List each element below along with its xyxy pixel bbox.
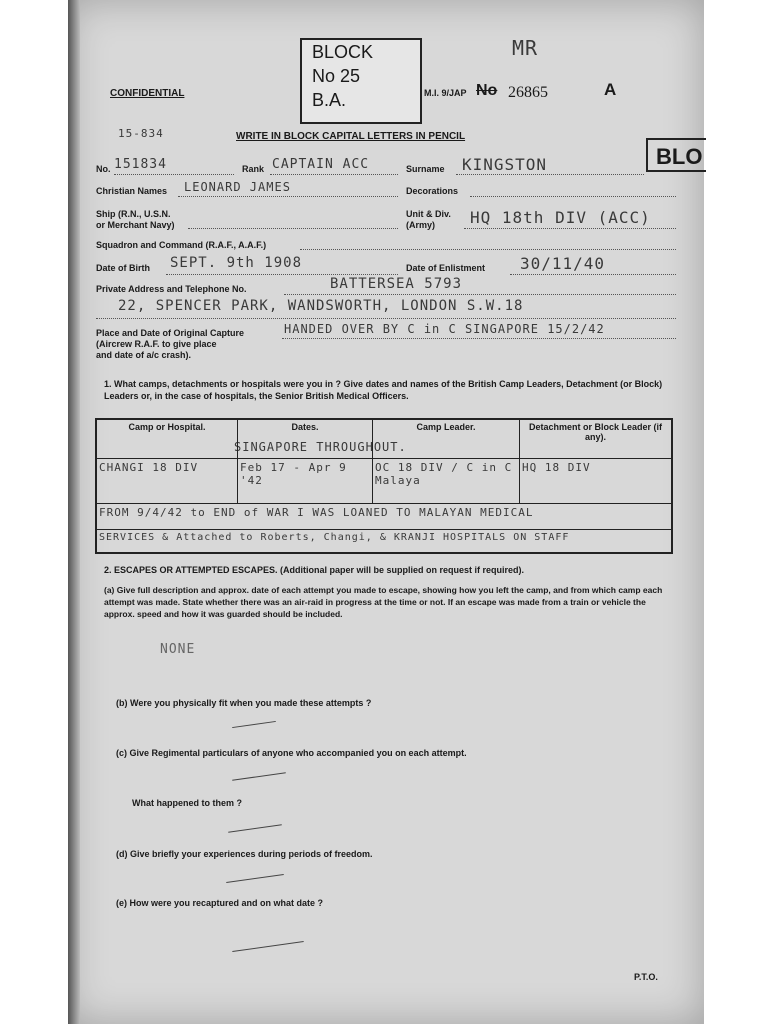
phone-value: BATTERSEA 5793 — [330, 276, 463, 292]
no-value: 151834 — [114, 157, 167, 172]
side-block-box: BLO — [646, 138, 706, 172]
unit-label-1: Unit & Div. — [406, 209, 451, 219]
col-camp-leader: Camp Leader. — [373, 419, 520, 459]
ship-label-1: Ship (R.N., U.S.N. — [96, 209, 171, 219]
suffix-letter: A — [604, 80, 617, 99]
decorations-label: Decorations — [406, 186, 459, 196]
unit-label-2: (Army) — [406, 220, 436, 230]
q2-c: (c) Give Regimental particulars of anyone who accompanied you on each attempt. — [116, 748, 467, 758]
enlist-value: 30/11/40 — [520, 254, 606, 273]
christian-value: LEONARD JAMES — [184, 180, 291, 194]
form-ref: M.I. 9/JAP — [424, 88, 467, 98]
capture-label-1: Place and Date of Original Capture — [96, 328, 245, 338]
capture-label-3: and date of a/c crash). — [96, 350, 192, 360]
table-row: CHANGI 18 DIV Feb 17 - Apr 9 '42 OC 18 DIV / C in C Malaya HQ 18 DIV — [96, 459, 672, 504]
pto-label: P.T.O. — [634, 972, 658, 982]
q2-a-answer: NONE — [160, 642, 196, 657]
instruction: WRITE IN BLOCK CAPITAL LETTERS IN PENCIL — [236, 131, 466, 142]
rank-label: Rank — [242, 164, 265, 174]
number-value: 26865 — [508, 84, 548, 101]
address-label: Private Address and Telephone No. — [96, 284, 247, 294]
surname-value: KINGSTON — [462, 155, 548, 174]
no-label: No. — [96, 164, 111, 174]
address-value: 22, SPENCER PARK, WANDSWORTH, LONDON S.W.18 — [118, 298, 524, 314]
ship-label-2: or Merchant Navy) — [96, 220, 175, 230]
q2-d: (d) Give briefly your experiences during periods of freedom. — [116, 849, 373, 859]
classification: CONFIDENTIAL — [110, 88, 185, 99]
capture-label-2: (Aircrew R.A.F. to give place — [96, 339, 217, 349]
ref-note: 15-834 — [118, 127, 164, 140]
block-line2: No 25 — [312, 66, 361, 86]
block-line3: B.A. — [312, 90, 347, 110]
dob-label: Date of Birth — [96, 263, 150, 273]
initials: MR — [512, 36, 539, 60]
block-line1: BLOCK — [312, 42, 374, 62]
q1-above-header: SINGAPORE THROUGHOUT. — [234, 440, 407, 454]
page-edge-shadow — [68, 0, 80, 1024]
dob-value: SEPT. 9th 1908 — [170, 255, 303, 271]
rank-value: CAPTAIN ACC — [272, 157, 370, 172]
q1-text: 1. What camps, detachments or hospitals were you in ? Give dates and names of the British Camp Leaders, Detachment (or Block) Leaders or, in the case of hospitals, the Senior British Medical Officers. — [104, 379, 663, 401]
col-camp: Camp or Hospital. — [96, 419, 238, 459]
col-dates: Dates. — [238, 419, 373, 459]
table-header-row — [96, 419, 672, 459]
enlist-label: Date of Enlistment — [406, 263, 486, 273]
capture-value: HANDED OVER BY C in C SINGAPORE 15/2/42 — [284, 322, 605, 336]
table-row: FROM 9/4/42 to END of WAR I WAS LOANED TO MALAYAN MEDICAL — [96, 503, 672, 529]
number-label: No — [476, 82, 498, 99]
surname-label: Surname — [406, 164, 445, 174]
squadron-label: Squadron and Command (R.A.F., A.A.F.) — [96, 240, 267, 250]
q2-a: (a) Give full description and approx. date of each attempt you made to escape, showing how you left the camp, and from which camp each attempt was made. State whether there was an air-raid in progress at the time or not. If an escape was made from a train or vehicle the approx. speed and how it was guarded should be included. — [104, 585, 663, 619]
block-stamp — [300, 38, 422, 124]
q2-e: (e) How were you recaptured and on what date ? — [116, 898, 324, 908]
table-row: SERVICES & Attached to Roberts, Changi, & KRANJI HOSPITALS ON STAFF — [96, 529, 672, 553]
unit-value: HQ 18th DIV (ACC) — [470, 208, 651, 227]
q2-title: 2. ESCAPES OR ATTEMPTED ESCAPES. (Additional paper will be supplied on request if required). — [104, 565, 525, 575]
q2-c2: What happened to them ? — [132, 798, 242, 808]
q2-b: (b) Were you physically fit when you made these attempts ? — [116, 698, 372, 708]
col-detachment: Detachment or Block Leader (if any). — [520, 419, 673, 459]
camps-table — [95, 418, 673, 554]
christian-label: Christian Names — [96, 186, 168, 196]
